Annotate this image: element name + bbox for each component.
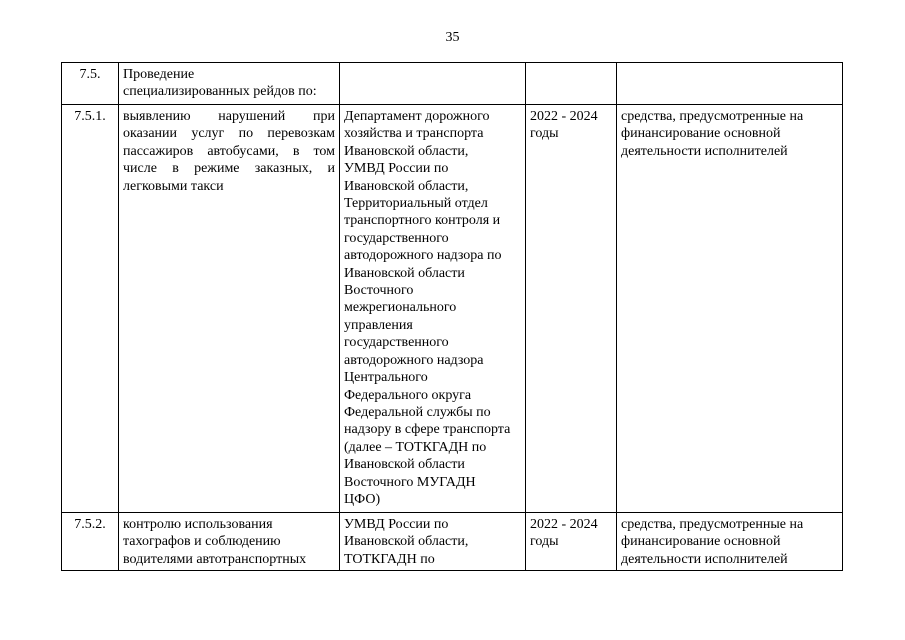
executor-line: надзору в сфере транспорта	[344, 422, 511, 438]
executor-line: межрегионального	[344, 300, 457, 316]
executor-line: Ивановской области,	[344, 178, 469, 194]
term-line: годы	[530, 534, 559, 550]
measures-table	[61, 62, 843, 571]
financing-cell	[617, 105, 843, 513]
measure-name-line: специализированных рейдов по:	[123, 84, 317, 100]
financing-line: деятельности исполнителей	[621, 143, 788, 159]
table-row	[62, 105, 843, 513]
executor-line: ЦФО)	[344, 491, 381, 507]
financing-line: средства, предусмотренные на	[621, 517, 804, 532]
table-row	[62, 513, 843, 571]
financing-line: финансирование основной	[621, 534, 781, 550]
term-line: 2022 - 2024	[530, 109, 598, 124]
term-cell	[526, 513, 617, 571]
executor-line: автодорожного надзора по	[344, 248, 502, 264]
item-number-cell	[62, 63, 119, 105]
executor-line: Ивановской области,	[344, 143, 469, 159]
measure-name-line: контролю использования	[123, 517, 273, 532]
measure-name-line: оказании услуг по перевозкам	[123, 126, 335, 142]
executor-cell	[340, 105, 526, 513]
executor-line: Центрального	[344, 370, 428, 386]
measure-name-cell	[119, 513, 340, 571]
executor-line: Федеральной службы по	[344, 404, 491, 420]
term-line: годы	[530, 126, 559, 142]
executor-line: УМВД России по	[344, 161, 449, 177]
item-number-cell	[62, 513, 119, 571]
executor-line: автодорожного надзора	[344, 352, 484, 368]
executor-line: государственного	[344, 230, 449, 246]
item-number: 7.5.	[79, 67, 101, 82]
executor-line: Ивановской области,	[344, 534, 469, 550]
page-number: 35	[445, 30, 460, 45]
executor-line: Ивановской области	[344, 457, 465, 473]
term-cell	[526, 105, 617, 513]
measure-name-line: выявлению нарушений при	[123, 109, 335, 124]
executor-line: государственного	[344, 335, 449, 351]
item-number-cell	[62, 105, 119, 513]
executor-line: хозяйства и транспорта	[344, 126, 484, 142]
executor-cell	[340, 513, 526, 571]
executor-line: Восточного МУГАДН	[344, 474, 476, 490]
financing-line: финансирование основной	[621, 126, 781, 142]
table-row	[62, 63, 843, 105]
measure-name-cell	[119, 63, 340, 105]
executor-line: Федерального округа	[344, 387, 472, 403]
executor-line: Департамент дорожного	[344, 109, 490, 124]
financing-line: деятельности исполнителей	[621, 551, 788, 567]
executor-line: управления	[344, 317, 413, 333]
financing-cell	[617, 513, 843, 571]
measure-name-line: тахографов и соблюдению	[123, 534, 281, 550]
measure-name-line: легковыми такси	[123, 178, 224, 194]
executor-line: Ивановской области	[344, 265, 465, 281]
financing-cell	[617, 63, 843, 105]
executor-line: Восточного	[344, 283, 414, 299]
measure-name-cell	[119, 105, 340, 513]
item-number: 7.5.2.	[74, 517, 106, 532]
measure-name-line: Проведение	[123, 67, 195, 82]
financing-line: средства, предусмотренные на	[621, 109, 804, 124]
executor-line: транспортного контроля и	[344, 213, 501, 229]
measure-name-line: водителями автотранспортных	[123, 551, 307, 567]
executor-line: ТОТКГАДН по	[344, 551, 435, 567]
measure-name-line: пассажиров автобусами, в том	[123, 143, 335, 159]
executor-cell	[340, 63, 526, 105]
term-line: 2022 - 2024	[530, 517, 598, 532]
item-number: 7.5.1.	[74, 109, 106, 124]
executor-line: Территориальный отдел	[344, 196, 488, 212]
executor-line: УМВД России по	[344, 517, 449, 532]
executor-line: (далее – ТОТКГАДН по	[344, 439, 487, 455]
term-cell	[526, 63, 617, 105]
measure-name-line: числе в режиме заказных, и	[123, 161, 335, 177]
